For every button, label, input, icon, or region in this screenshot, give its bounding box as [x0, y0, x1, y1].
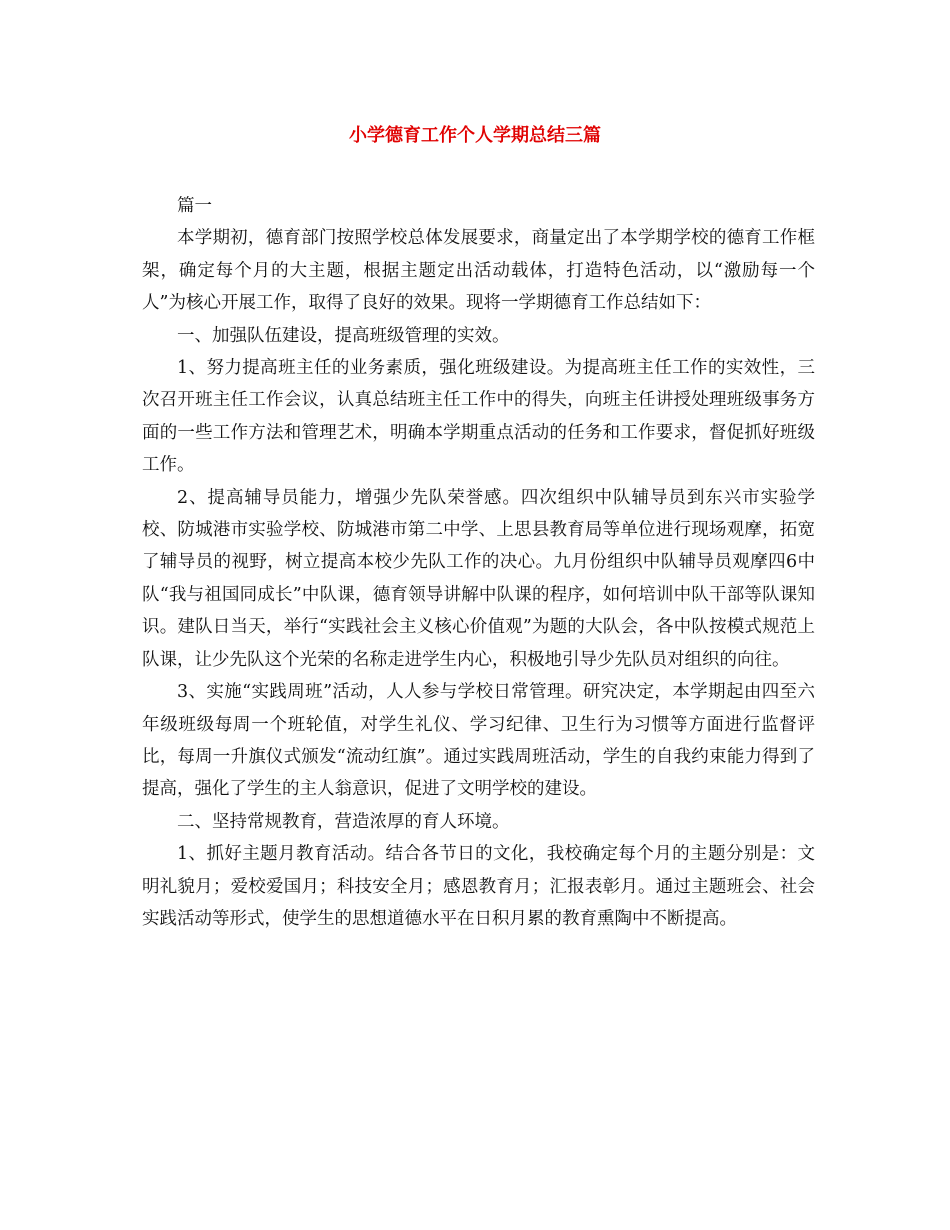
paragraph-item-1-2: 2、提高辅导员能力，增强少先队荣誉感。四次组织中队辅导员到东兴市实验学校、防城港市实验学校、防城港市第二中学、上思县教育局等单位进行现场观摩，拓宽了辅导员的视野，树立提高本校少先队工作的决心。九月份组织中队辅导员观摩四6中队“我与祖国同成长”中队课，德育领导讲解中队课的程序，如何培训中队干部等队课知识。建队日当天，举行“实践社会主义核心价值观”为题的大队会，各中队按模式规范上队课，让少先队这个光荣的名称走进学生内心，积极地引导少先队员对组织的向往。 — [142, 487, 815, 670]
paragraph-item-2-1: 1、抓好主题月教育活动。结合各节日的文化，我校确定每个月的主题分别是：文明礼貌月；爱校爱国月；科技安全月；感恩教育月；汇报表彰月。通过主题班会、社会实践活动等形式，使学生的思想道德水平在日积月累的教育熏陶中不断提高。 — [142, 844, 815, 929]
paragraph-item-1-3: 3、实施“实践周班”活动，人人参与学校日常管理。研究决定，本学期起由四至六年级班级每周一个班轮值，对学生礼仪、学习纪律、卫生行为习惯等方面进行监督评比，每周一升旗仪式颁发“流动红旗”。通过实践周班活动，学生的自我约束能力得到了提高，强化了学生的主人翁意识，促进了文明学校的建设。 — [142, 682, 815, 800]
paragraph-item-1-1: 1、努力提高班主任的业务素质，强化班级建设。为提高班主任工作的实效性，三次召开班主任工作会议，认真总结班主任工作中的得失，向班主任讲授处理班级事务方面的一些工作方法和管理艺术，明确本学期重点活动的任务和工作要求，督促抓好班级工作。 — [142, 358, 815, 476]
paragraph-heading-2: 二、坚持常规教育，营造浓厚的育人环境。 — [177, 811, 510, 832]
paragraph-section-heading: 篇一 — [177, 196, 212, 216]
paragraph-intro: 本学期初，德育部门按照学校总体发展要求，商量定出了本学期学校的德育工作框架，确定每个月的大主题，根据主题定出活动载体，打造特色活动，以“激励每一个人”为核心开展工作，取得了良好的效果。现将一学期德育工作总结如下： — [142, 228, 815, 314]
document-body — [142, 190, 815, 935]
paragraph-heading-1: 一、加强队伍建设，提高班级管理的实效。 — [177, 325, 510, 346]
document-title: 小学德育工作个人学期总结三篇 — [349, 125, 601, 146]
